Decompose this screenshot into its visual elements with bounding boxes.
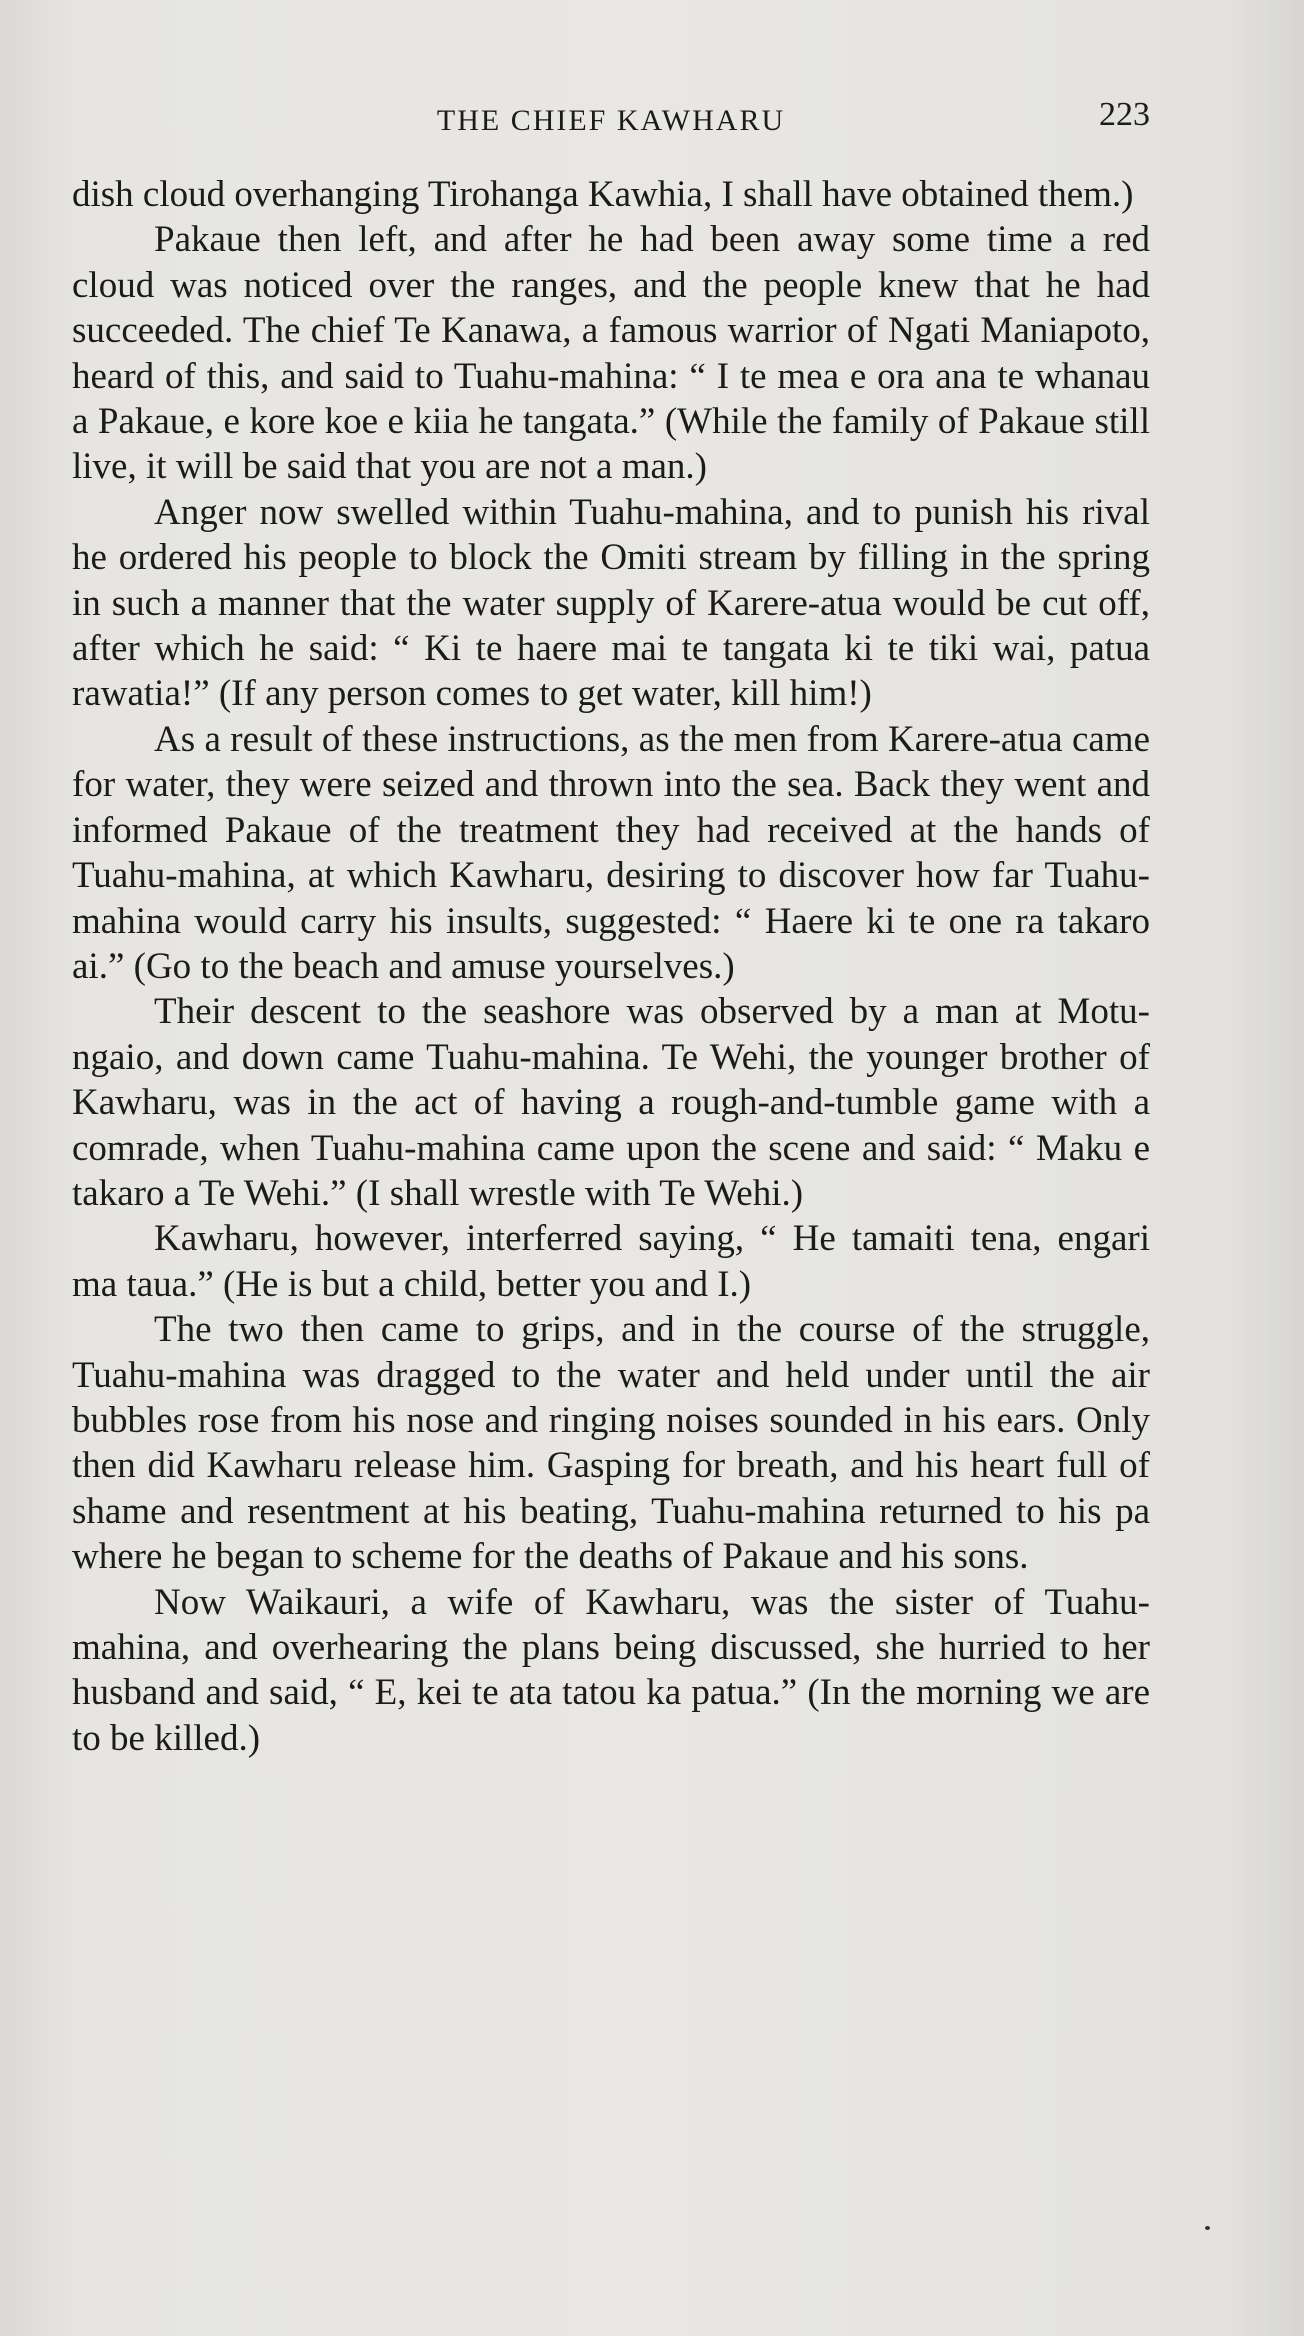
running-head — [72, 92, 1150, 142]
running-title: THE CHIEF KAWHARU — [436, 104, 786, 137]
paragraph: Now Waikauri, a wife of Kawharu, was the sister of Tuahu-mahina, and overhearing the plans being discussed, she hurried to her husband and said, “ E, kei te ata tatou ka patua.” (In the morning we are to be killed.) — [72, 1581, 1150, 1759]
paragraph: Kawharu, however, interferred saying, “ He tamaiti tena, engari ma taua.” (He is but a child, better you and I.) — [72, 1218, 1150, 1305]
page-number: 223 — [1099, 96, 1150, 133]
paper-speck — [1205, 2226, 1210, 2230]
paragraph: As a result of these instructions, as the men from Karere-atua came for water, they were seized and thrown into the sea. Back they went and informed Pakaue of the treatment they had received at the hands of Tuahu-mahina, at which Kawharu, desiring to discover how far Tuahu-mahina would carry his insults, suggested: “ Haere ki te one ra takaro ai.” (Go to the beach and amuse yourselves.) — [72, 718, 1150, 987]
body-text — [72, 172, 1150, 1761]
book-page — [72, 92, 1150, 1761]
paragraph: Their descent to the seashore was observed by a man at Motu-ngaio, and down came Tuahu-mahina. Te Wehi, the younger brother of Kawharu, was in the act of having a rough-and-tumble game with a comrade, when Tuahu-mahina came upon the scene and said: “ Maku e takaro a Te Wehi.” (I shall wrestle with Te Wehi.) — [72, 991, 1150, 1214]
paragraph: dish cloud overhanging Tirohanga Kawhia, I shall have obtained them.) — [72, 174, 1134, 215]
paragraph: The two then came to grips, and in the course of the struggle, Tuahu-mahina was dragged to the water and held under until the air bubbles rose from his nose and ringing noises sounded in his ears. Only then did Kawharu release him. Gasping for breath, and his heart full of shame and resentment at his beating, Tuahu-mahina returned to his pa where he began to scheme for the deaths of Pakaue and his sons. — [72, 1309, 1150, 1578]
paragraph: Pakaue then left, and after he had been away some time a red cloud was noticed over the ranges, and the people knew that he had succeeded. The chief Te Kanawa, a famous warrior of Ngati Maniapoto, heard of this, and said to Tuahu-mahina: “ I te mea e ora ana te whanau a Pakaue, e kore koe e kiia he tangata.” (While the family of Pakaue still live, it will be said that you are not a man.) — [72, 219, 1150, 488]
paragraph: Anger now swelled within Tuahu-mahina, and to punish his rival he ordered his people to block the Omiti stream by filling in the spring in such a manner that the water supply of Karere-atua would be cut off, after which he said: “ Ki te haere mai te tangata ki te tiki wai, patua rawatia!” (If any person comes to get water, kill him!) — [72, 491, 1150, 715]
